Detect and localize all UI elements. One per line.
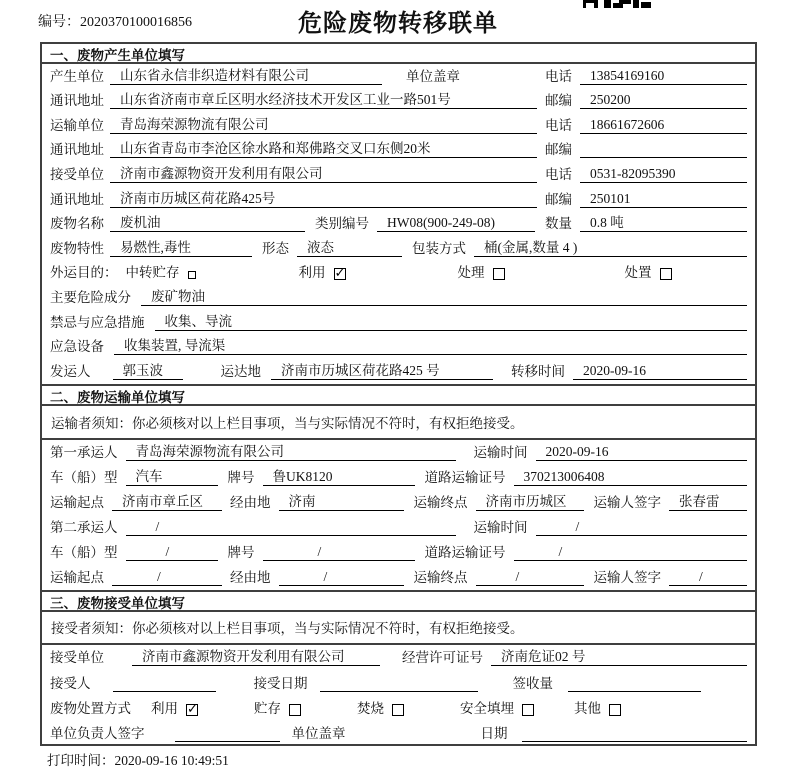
transporter-zip-label: 邮编: [545, 142, 572, 158]
sign1-value: 张春雷: [669, 494, 747, 511]
qr-code-fragment: [583, 0, 651, 9]
via1-value: 济南: [279, 494, 404, 511]
taboo-measures-value: 收集、导流: [155, 314, 748, 331]
emergency-equipment-label: 应急设备: [50, 339, 104, 355]
purpose-storage-label: 中转贮存: [125, 265, 180, 281]
end1-value: 济南市历城区: [476, 494, 584, 511]
permit-value: 济南危证02 号: [491, 649, 747, 666]
responsible-sign-value: [175, 741, 280, 742]
disposal-incinerate-checkbox: [392, 704, 404, 716]
section3-header: 三、废物接受单位填写: [42, 590, 755, 612]
packing-label: 包装方式: [412, 240, 466, 256]
purpose-option-storage: [126, 261, 196, 281]
row-waste-name: [42, 212, 755, 237]
disposal-option-landfill: [460, 697, 534, 717]
waste-form-label: 形态: [262, 240, 289, 256]
waste-name-value: 废机油: [110, 215, 305, 232]
row-waste-character: [42, 236, 755, 261]
purpose-dispose-label: 处置: [624, 265, 652, 281]
hazard-component-label: 主要危险成分: [50, 289, 131, 305]
second-carrier-label: 第二承运人: [50, 519, 118, 535]
row-vehicle2: [42, 540, 755, 565]
producer-value: 山东省永信非织造材料有限公司: [110, 68, 382, 85]
producer-address-label: 通讯地址: [50, 93, 104, 109]
road-license1-value: 370213006408: [514, 469, 748, 486]
receiver-phone-label: 电话: [545, 166, 572, 182]
packing-value: 桶(金属,数量 4 ): [474, 240, 747, 257]
transporter-value: 青岛海荣源物流有限公司: [110, 117, 537, 134]
responsible-sign-label: 单位负责人签字: [50, 726, 145, 742]
plate2-value: /: [263, 544, 415, 561]
sign2-label: 运输人签字: [593, 569, 661, 585]
producer-phone-label: 电话: [545, 68, 572, 84]
transporter-phone-label: 电话: [545, 117, 572, 133]
producer-label: 产生单位: [50, 68, 104, 84]
permit-label: 经营许可证号: [402, 650, 483, 666]
transfer-purpose-label: 外运目的：: [50, 265, 118, 281]
producer-address-value: 山东省济南市章丘区明水经济技术开发区工业一路501号: [110, 92, 537, 109]
serial-value: 2020370100016856: [80, 15, 192, 30]
waste-character-value: 易燃性,毒性: [110, 240, 252, 257]
receiver-value: 济南市鑫源物资开发利用有限公司: [110, 166, 537, 183]
transporter-label: 运输单位: [50, 117, 104, 133]
print-time-value: 2020-09-16 10:49:51: [114, 753, 229, 768]
row-acceptor: [42, 670, 755, 695]
row-transporter: [42, 113, 755, 138]
date-label: 日期: [480, 726, 508, 742]
row-transporter-address: [42, 138, 755, 163]
hazard-component-value: 废矿物油: [141, 289, 747, 306]
destination-label: 运达地: [220, 363, 261, 379]
second-carrier-value: /: [126, 519, 456, 536]
receiver-zip-value: 250101: [580, 191, 747, 208]
row-sender: [42, 359, 755, 384]
transfer-date-label: 转移时间: [511, 363, 565, 379]
transport-time2-label: 运输时间: [473, 519, 528, 535]
producer-zip-label: 邮编: [545, 93, 572, 109]
end2-value: /: [476, 569, 584, 586]
accept-date-label: 接受日期: [253, 675, 308, 691]
disposal-option-other: [574, 697, 621, 717]
transporter-zip-value: [580, 157, 747, 158]
vehicle-type2-label: 车（船）型: [50, 544, 118, 560]
disposal-store-label: 贮存: [254, 700, 281, 716]
row-route1: [42, 490, 755, 515]
taboo-measures-label: 禁忌与应急措施: [50, 314, 145, 330]
row-accept-unit: [42, 645, 755, 670]
receipt-amount-label: 签收量: [512, 675, 553, 691]
purpose-treat-label: 处理: [457, 265, 485, 281]
unit-seal2-label: 单位盖章: [291, 726, 346, 742]
disposal-incinerate-label: 焚烧: [357, 700, 384, 716]
sign2-value: /: [669, 569, 747, 586]
row-route2: [42, 565, 755, 590]
unit-seal-label: 单位盖章: [406, 68, 460, 84]
row-hazard-component: [42, 285, 755, 310]
acceptor-label: 接受人: [50, 675, 91, 691]
plate1-value: 鲁UK8120: [263, 469, 415, 486]
sign1-label: 运输人签字: [593, 494, 661, 510]
section2-notice: 运输者须知：你必须核对以上栏目事项，当与实际情况不符时，有权拒绝接受。: [42, 406, 755, 440]
receiver-zip-label: 邮编: [545, 191, 572, 207]
receiver-phone-value: 0531-82095390: [580, 166, 747, 183]
quantity-value: 0.8 吨: [580, 215, 747, 232]
transport-time2-value: /: [536, 519, 748, 536]
section3-notice: 接受者须知：你必须核对以上栏目事项，当与实际情况不符时，有权拒绝接受。: [42, 612, 755, 645]
section2-header: 二、废物运输单位填写: [42, 384, 755, 406]
row-receiver: [42, 162, 755, 187]
via1-label: 经由地: [230, 494, 271, 510]
receipt-amount-value: [568, 691, 701, 692]
producer-phone-value: 13854169160: [580, 68, 747, 85]
disposal-store-checkbox: [289, 704, 301, 716]
waste-character-label: 废物特性: [50, 240, 104, 256]
acceptor-value: [113, 691, 216, 692]
waste-name-label: 废物名称: [50, 216, 104, 232]
print-time-label: 打印时间：: [47, 753, 115, 768]
road-license2-value: /: [514, 544, 748, 561]
plate2-label: 牌号: [227, 544, 255, 560]
disposal-option-recycle: [151, 697, 198, 717]
row-taboo-measures: [42, 310, 755, 335]
date-value: [522, 741, 748, 742]
origin1-value: 济南市章丘区: [112, 494, 222, 511]
row-receiver-address: [42, 187, 755, 212]
transfer-date-value: 2020-09-16: [573, 363, 747, 380]
purpose-recycle-label: 利用: [298, 265, 326, 281]
first-carrier-value: 青岛海荣源物流有限公司: [126, 444, 456, 461]
emergency-equipment-value: 收集装置, 导流渠: [114, 338, 747, 355]
category-code-value: HW08(900-249-08): [377, 215, 535, 232]
row-vehicle1: [42, 465, 755, 490]
row-responsible-sign: [42, 721, 755, 746]
row-producer-address: [42, 89, 755, 114]
disposal-recycle-checkbox: [186, 704, 198, 716]
disposal-landfill-checkbox: [522, 704, 534, 716]
transporter-phone-value: 18661672606: [580, 117, 747, 134]
row-disposal-method: [42, 696, 755, 721]
purpose-treat-checkbox: [493, 268, 505, 280]
disposal-recycle-label: 利用: [151, 700, 178, 716]
disposal-option-store: [254, 697, 301, 717]
accept-unit-value: 济南市鑫源物资开发利用有限公司: [132, 649, 380, 666]
first-carrier-label: 第一承运人: [50, 444, 118, 460]
sender-value: 郭玉波: [113, 363, 183, 380]
waste-form-value: 液态: [297, 240, 402, 257]
road-license2-label: 道路运输证号: [424, 544, 506, 560]
page-title: 危险废物转移联单: [298, 11, 498, 37]
transporter-address-label: 通讯地址: [50, 142, 104, 158]
section1-header: 一、废物产生单位填写: [42, 44, 755, 64]
row-transfer-purpose: [42, 261, 755, 286]
purpose-option-treat: [458, 261, 505, 281]
plate1-label: 牌号: [227, 469, 255, 485]
serial-label: 编号：: [38, 15, 80, 30]
purpose-dispose-checkbox: [660, 268, 672, 280]
receiver-address-value: 济南市历城区荷花路425号: [110, 191, 537, 208]
end2-label: 运输终点: [413, 569, 468, 585]
producer-zip-value: 250200: [580, 92, 747, 109]
vehicle-type1-label: 车（船）型: [50, 469, 118, 485]
row-producer: [42, 64, 755, 89]
row-second-carrier: [42, 515, 755, 540]
purpose-storage-checkbox: [188, 271, 196, 279]
print-time: [47, 749, 229, 768]
origin1-label: 运输起点: [50, 494, 104, 510]
road-license1-label: 道路运输证号: [424, 469, 506, 485]
purpose-option-recycle: [299, 261, 346, 281]
vehicle-type2-value: /: [126, 544, 218, 561]
transport-time1-value: 2020-09-16: [536, 444, 748, 461]
disposal-method-label: 废物处置方式: [50, 700, 131, 716]
accept-unit-label: 接受单位: [50, 650, 104, 666]
disposal-other-label: 其他: [574, 700, 601, 716]
disposal-landfill-label: 安全填埋: [460, 700, 514, 716]
receiver-address-label: 通讯地址: [50, 191, 104, 207]
transporter-address-value: 山东省青岛市李沧区徐水路和郑佛路交叉口东侧20米: [110, 141, 537, 158]
disposal-option-incinerate: [357, 697, 404, 717]
vehicle-type1-value: 汽车: [126, 469, 218, 486]
destination-value: 济南市历城区荷花路425 号: [271, 363, 493, 380]
disposal-other-checkbox: [609, 704, 621, 716]
manifest-form: [40, 42, 757, 746]
origin2-value: /: [112, 569, 222, 586]
row-first-carrier: [42, 440, 755, 465]
accept-date-value: [320, 691, 478, 692]
origin2-label: 运输起点: [50, 569, 104, 585]
receiver-label: 接受单位: [50, 166, 104, 182]
via2-label: 经由地: [230, 569, 271, 585]
transport-time1-label: 运输时间: [473, 444, 528, 460]
via2-value: /: [279, 569, 404, 586]
row-emergency-equipment: [42, 335, 755, 360]
end1-label: 运输终点: [413, 494, 468, 510]
quantity-label: 数量: [545, 216, 572, 232]
category-code-label: 类别编号: [315, 216, 369, 232]
purpose-option-dispose: [625, 261, 672, 281]
sender-label: 发运人: [50, 363, 91, 379]
purpose-recycle-checkbox: [334, 268, 346, 280]
